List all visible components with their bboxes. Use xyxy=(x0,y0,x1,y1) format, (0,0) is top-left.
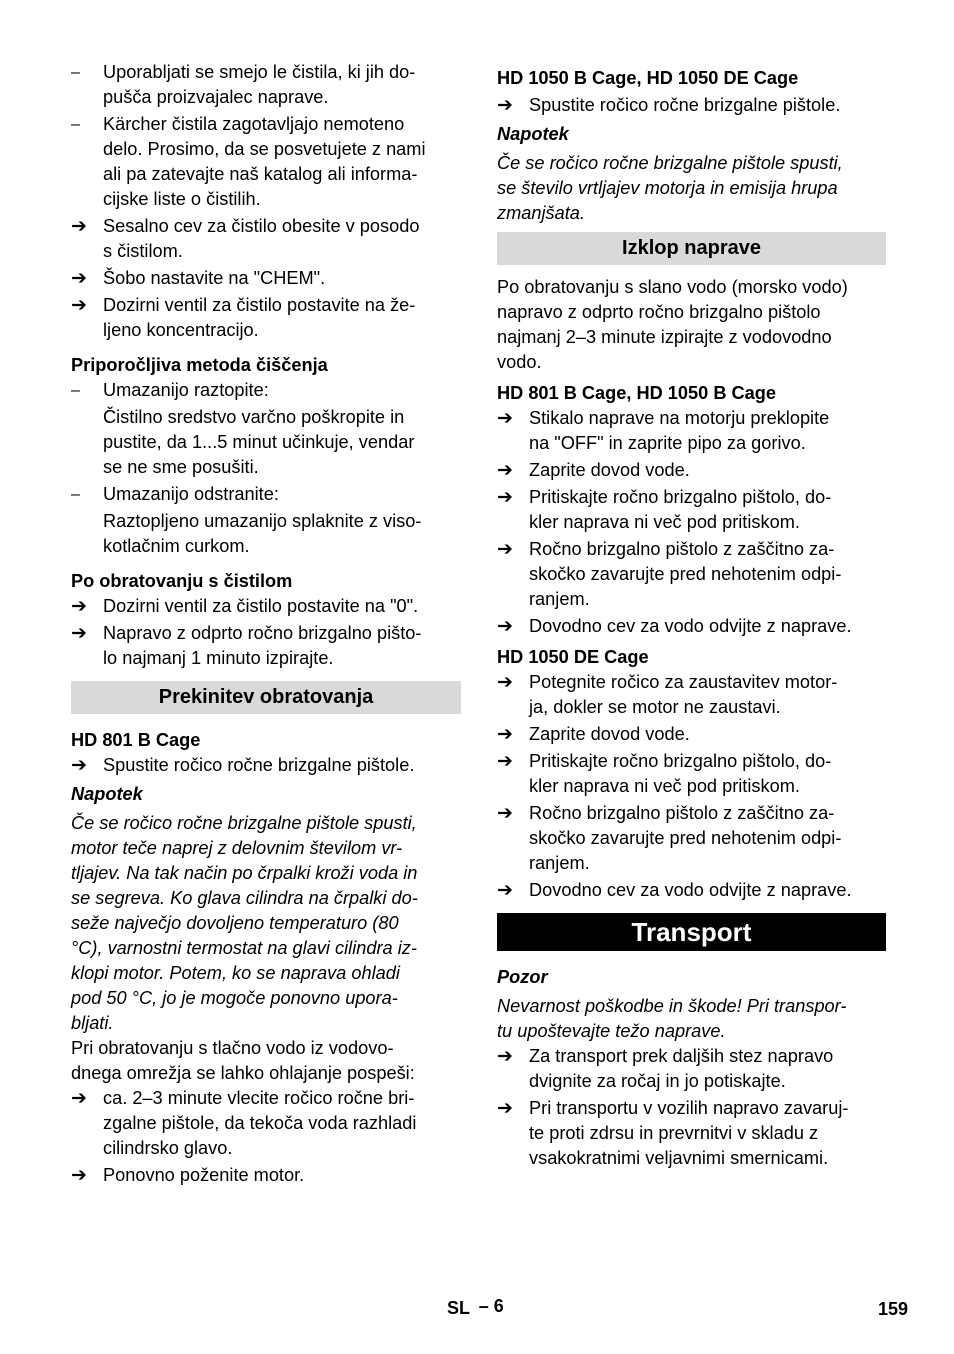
list-item xyxy=(71,293,461,343)
list-item xyxy=(71,112,461,212)
arrow-right-icon: ➔ xyxy=(497,880,513,901)
list-item xyxy=(497,1096,886,1171)
list-item xyxy=(71,1163,461,1188)
arrow-right-icon: ➔ xyxy=(497,460,513,481)
arrow-right-icon: ➔ xyxy=(71,755,87,776)
arrow-right-icon: ➔ xyxy=(71,623,87,644)
list-item-text: ca. 2–3 minute vlecite ročico ročne bri- zgalne pištole, da tekoča voda razhladi cilindrsko glavo. xyxy=(103,1088,417,1158)
arrow-right-icon: ➔ xyxy=(497,751,513,772)
list-item-text: Umazanijo raztopite: xyxy=(103,380,269,400)
list-item xyxy=(71,594,461,619)
caution-text: Nevarnost poškodbe in škode! Pri transpor- tu upoštevajte težo naprave. xyxy=(497,996,847,1041)
list-item xyxy=(71,753,461,778)
list-item xyxy=(71,378,461,403)
note-text: Če se ročico ročne brizgalne pištole spusti, se število vrtljajev motorja in emisija hrupa zmanjšata. xyxy=(497,153,843,223)
list-item-detail xyxy=(71,405,461,480)
list-item xyxy=(497,93,886,118)
list-item-text: Pritiskajte ročno brizgalno pištolo, do- kler naprava ni več pod pritiskom. xyxy=(529,487,832,532)
list-item xyxy=(497,801,886,876)
list-item xyxy=(497,670,886,720)
after-operation-list xyxy=(71,594,461,671)
note-text: Če se ročico ročne brizgalne pištole spusti, motor teče naprej z delovnim številom vr- tljajev. Na tak način po črpalki kroži voda in se segreva. Ko glava cilindra na črpalki do- seže največjo dovoljeno temperaturo (80 °C), varnostni termostat na glavi cilindra iz- klopi motor. Potem, ko se naprava ohladi pod 50 °C, jo je mogoče ponovno upora- bljati. xyxy=(71,813,418,1033)
arrow-right-icon: ➔ xyxy=(497,1046,513,1067)
page-number: 159 xyxy=(878,1299,909,1319)
b-cage-list xyxy=(497,406,886,639)
list-item-text: Za transport prek daljših stez napravo dvignite za ročaj in jo potiskajte. xyxy=(529,1046,834,1091)
note-label: Napotek xyxy=(71,784,143,804)
list-item xyxy=(497,458,886,483)
list-item-detail-text: Raztopljeno umazanijo splaknite z viso- kotlačnim curkom. xyxy=(103,511,422,556)
arrow-right-icon: ➔ xyxy=(71,268,87,289)
arrow-right-icon: ➔ xyxy=(497,487,513,508)
transport-list xyxy=(497,1044,886,1171)
list-item xyxy=(71,266,461,291)
list-item xyxy=(71,60,461,110)
arrow-right-icon: ➔ xyxy=(497,408,513,429)
caution-label: Pozor xyxy=(497,967,548,987)
list-item-detail-text: Čistilno sredstvo varčno poškropite in pustite, da 1...5 minut učinkuje, vendar se ne sme posušiti. xyxy=(103,407,415,477)
list-item-text: Ročno brizgalno pištolo z zaščitno za- skočko zavarujte pred nehotenim odpi- ranjem. xyxy=(529,539,842,609)
arrow-right-icon: ➔ xyxy=(497,95,513,116)
heading-hd1050: HD 1050 B Cage, HD 1050 DE Cage xyxy=(497,68,799,88)
list-item-text: Ročno brizgalno pištolo z zaščitno za- skočko zavarujte pred nehotenim odpi- ranjem. xyxy=(529,803,842,873)
list-item-text: Zaprite dovod vode. xyxy=(529,460,690,480)
list-item xyxy=(71,1086,461,1161)
arrow-right-icon: ➔ xyxy=(497,539,513,560)
list-item-text: Šobo nastavite na "CHEM". xyxy=(103,268,326,288)
de-cage-list xyxy=(497,670,886,903)
list-item-text: Dozirni ventil za čistilo postavite na že- ljeno koncentracijo. xyxy=(103,295,416,340)
list-item xyxy=(497,485,886,535)
list-item-text: Ponovno poženite motor. xyxy=(103,1165,305,1185)
list-item-text: Uporabljati se smejo le čistila, ki jih do- pušča proizvajalec naprave. xyxy=(103,62,416,107)
list-item xyxy=(497,722,886,747)
dash-marker: – xyxy=(71,64,80,81)
arrow-right-icon: ➔ xyxy=(497,724,513,745)
footer-language xyxy=(447,1298,504,1319)
list-item-text: Stikalo naprave na motorju preklopite na "OFF" in zaprite pipo za gorivo. xyxy=(529,408,830,453)
list-item xyxy=(497,878,886,903)
shutdown-text: Po obratovanju s slano vodo (morsko vodo) napravo z odprto ročno brizgalno pištolo najmanj 2–3 minute izpirajte z vodovodno vodo. xyxy=(497,277,848,372)
arrow-right-icon: ➔ xyxy=(497,1098,513,1119)
list-item-text: Spustite ročico ročne brizgalne pištole. xyxy=(529,95,841,115)
list-item xyxy=(71,482,461,507)
list-item xyxy=(497,1044,886,1094)
section-title-transport: Transport xyxy=(497,913,886,951)
section-title-interrupt: Prekinitev obratovanja xyxy=(71,681,461,714)
heading-cleaning-method: Priporočljiva metoda čiščenja xyxy=(71,355,328,375)
list-item-text: Dovodno cev za vodo odvijte z naprave. xyxy=(529,616,852,636)
list-item-text: Pritiskajte ročno brizgalno pištolo, do- kler naprava ni več pod pritiskom. xyxy=(529,751,832,796)
list-item xyxy=(71,214,461,264)
footer-section-page: – 6 xyxy=(478,1296,504,1316)
heading-de-cage: HD 1050 DE Cage xyxy=(497,647,649,667)
list-item-text: Dozirni ventil za čistilo postavite na "0". xyxy=(103,596,419,616)
footer-lang: SL xyxy=(447,1298,470,1318)
heading-b-cage: HD 801 B Cage, HD 1050 B Cage xyxy=(497,383,776,403)
list-item-text: Potegnite ročico za zaustavitev motor- ja, dokler se motor ne zaustavi. xyxy=(529,672,838,717)
list-item xyxy=(497,406,886,456)
arrow-right-icon: ➔ xyxy=(497,672,513,693)
note-label: Napotek xyxy=(497,124,569,144)
heading-after-operation: Po obratovanju s čistilom xyxy=(71,571,293,591)
arrow-right-icon: ➔ xyxy=(71,596,87,617)
intro-list xyxy=(71,60,461,343)
list-item-text: Sesalno cev za čistilo obesite v posodo s čistilom. xyxy=(103,216,420,261)
list-item xyxy=(497,614,886,639)
list-item-detail xyxy=(71,509,461,559)
list-item-text: Umazanijo odstranite: xyxy=(103,484,279,504)
arrow-right-icon: ➔ xyxy=(71,216,87,237)
list-item-text: Napravo z odprto ročno brizgalno pišto- lo najmanj 1 minuto izpirajte. xyxy=(103,623,422,668)
list-item xyxy=(497,537,886,612)
dash-marker: – xyxy=(71,116,80,133)
list-item-text: Kärcher čistila zagotavljajo nemoteno delo. Prosimo, da se posvetujete z nami ali pa zatevajte naš katalog ali informa- cijske liste o čistilih. xyxy=(103,114,426,209)
left-column xyxy=(71,60,461,1188)
section-title-shutdown: Izklop naprave xyxy=(497,232,886,265)
arrow-right-icon: ➔ xyxy=(71,1088,87,1109)
list-item xyxy=(497,749,886,799)
dash-marker: – xyxy=(71,486,80,503)
list-item xyxy=(71,621,461,671)
list-item-text: Zaprite dovod vode. xyxy=(529,724,690,744)
list-item-text: Pri transportu v vozilih napravo zavaruj- te proti zdrsu in prevrnitvi v skladu z vsakokratnimi veljavnimi smernicami. xyxy=(529,1098,849,1168)
right-column xyxy=(497,60,886,1171)
arrow-right-icon: ➔ xyxy=(71,1165,87,1186)
cooling-list xyxy=(71,1086,461,1188)
dash-marker: – xyxy=(71,382,80,399)
cooling-text: Pri obratovanju s tlačno vodo iz vodovo- dnega omrežja se lahko ohlajanje pospeši: xyxy=(71,1038,415,1083)
arrow-right-icon: ➔ xyxy=(71,295,87,316)
list-item-text: Spustite ročico ročne brizgalne pištole. xyxy=(103,755,415,775)
arrow-right-icon: ➔ xyxy=(497,803,513,824)
list-item-text: Dovodno cev za vodo odvijte z naprave. xyxy=(529,880,852,900)
arrow-right-icon: ➔ xyxy=(497,616,513,637)
heading-hd801: HD 801 B Cage xyxy=(71,730,201,750)
